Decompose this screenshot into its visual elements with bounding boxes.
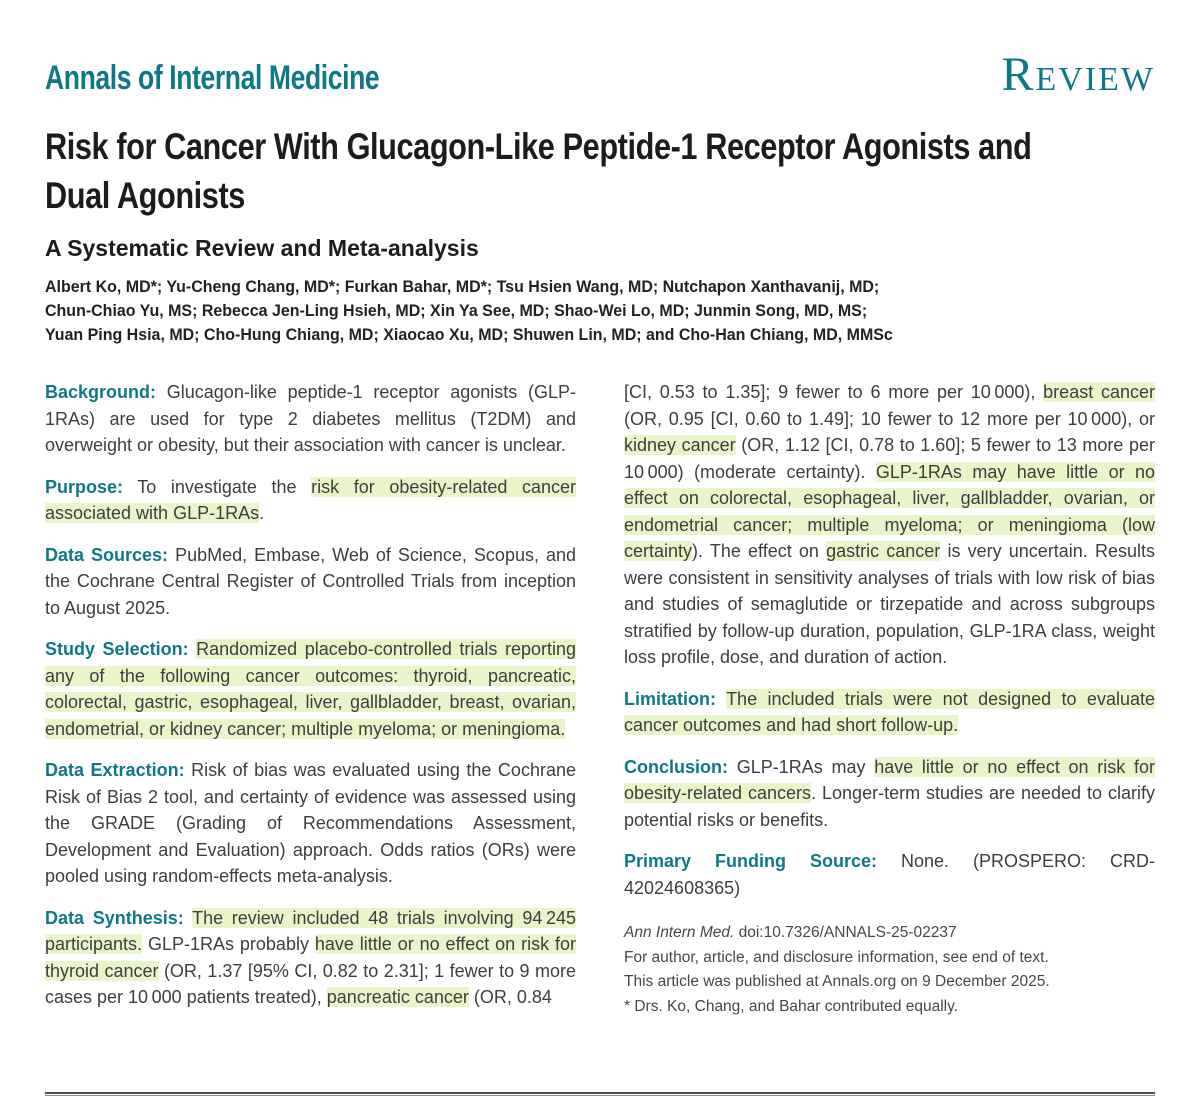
author-line: Albert Ko, MD*; Yu-Cheng Chang, MD*; Furkan Bahar, MD*; Tsu Hsien Wang, MD; Nutchapon Xanthavanij, MD;: [45, 277, 880, 296]
text-segment: [189, 639, 197, 659]
section-label: Background:: [45, 382, 157, 402]
abstract-section: [624, 379, 1155, 671]
article-metadata: [624, 921, 1155, 1019]
text-segment: .: [259, 503, 265, 523]
highlighted-text: have little or no effect on risk for obesity-related cancers: [624, 756, 1155, 803]
abstract-right-column: [624, 379, 1155, 1026]
article-title: [45, 122, 1155, 220]
text-segment: (OR, 1.37 [95% CI, 0.82 to 2.31]; 1 fewer to 9 more cases per 10 000 patients treated),: [45, 960, 576, 1007]
highlighted-text: gastric cancer: [826, 541, 941, 561]
abstract-section: [624, 848, 1155, 901]
author-list: [45, 275, 1155, 347]
abstract-left-column: [45, 379, 576, 1026]
abstract-section: [45, 542, 576, 622]
masthead: [45, 46, 1155, 102]
text-segment: [CI, 0.53 to 1.35]; 9 fewer to 6 more per 10 000),: [624, 382, 1044, 402]
section-label: Study Selection:: [45, 639, 189, 659]
author-line: Chun-Chiao Yu, MS; Rebecca Jen-Ling Hsieh, MD; Xin Ya See, MD; Shao-Wei Lo, MD; Junmin Song, MD, MS;: [45, 301, 868, 320]
abstract-columns: [45, 379, 1155, 1026]
article-type-banner: review: [1001, 48, 1155, 102]
highlighted-text: Randomized placebo-controlled trials reporting any of the following cancer outcomes: thyroid, pancreatic, colorectal, gastric, esophageal, liver, gallbladder, breast, ovarian, endometrial, or kidney cancer; multiple myeloma; or meningioma.: [45, 639, 576, 739]
text-segment: GLP-1RAs may: [728, 756, 875, 777]
text-segment: [716, 689, 726, 709]
abstract-section: [45, 757, 576, 890]
abstract-right-sections: [624, 379, 1155, 901]
abstract-section: [45, 379, 576, 459]
section-label: Conclusion:: [624, 756, 728, 777]
text-segment: . Longer-term studies are needed to clarify potential risks or benefits.: [624, 783, 1155, 830]
abstract-section: [45, 474, 576, 527]
journal-logo: Annals of Internal Medicine: [45, 59, 380, 97]
section-label: Limitation:: [624, 688, 716, 709]
text-segment: None. (PROSPERO: CRD-42024608365): [624, 851, 1155, 898]
author-line: Yuan Ping Hsia, MD; Cho-Hung Chiang, MD; Xiaocao Xu, MD; Shuwen Lin, MD; and Cho-Han Chiang, MD, MMSc: [45, 325, 893, 344]
text-segment: (OR, 0.84: [468, 987, 552, 1007]
section-label: Data Sources:: [45, 544, 169, 565]
text-segment: GLP-1RAs probably: [142, 934, 315, 954]
highlighted-text: kidney cancer: [624, 435, 736, 455]
text-segment: Glucagon-like peptide-1 receptor agonists (GLP-1RAs) are used for type 2 diabetes mellitus (T2DM) and overweight or obesity, but their association with cancer is unclear.: [45, 382, 576, 455]
text-segment: Risk of bias was evaluated using the Cochrane Risk of Bias 2 tool, and certainty of evidence was assessed using the GRADE (Grading of Recommendations Assessment, Development and Evaluation) approach. Odds ratios (ORs) were pooled using random-effects meta-analysis.: [45, 760, 576, 886]
abstract-section: [624, 754, 1155, 834]
highlighted-text: risk for obesity-related cancer associated with GLP-1RAs: [45, 476, 577, 523]
highlighted-text: GLP-1RAs may have little or no effect on colorectal, esophageal, liver, gallbladder, ovarian, or endometrial cancer; multiple myeloma; or meningioma (low certainty: [624, 461, 1155, 561]
highlighted-text: pancreatic cancer: [326, 987, 469, 1007]
journal-abbreviation: Ann Intern Med.: [624, 924, 735, 941]
text-segment: (OR, 1.12 [CI, 0.78 to 1.60]; 5 fewer to 13 more per 10 000) (moderate certainty).: [624, 435, 1155, 482]
section-label: Primary Funding Source:: [624, 851, 877, 871]
equal-contribution-note: * Drs. Ko, Chang, and Bahar contributed equally.: [624, 997, 959, 1015]
bottom-divider-rule: [45, 1092, 1155, 1096]
abstract-section: [45, 905, 576, 1011]
disclosure-note: For author, article, and disclosure information, see end of text.: [624, 948, 1049, 966]
highlighted-text: The included trials were not designed to evaluate cancer outcomes and had short follow-up.: [624, 688, 1155, 735]
doi-text: doi:10.7326/ANNALS-25-02237: [734, 924, 957, 941]
section-label: Data Synthesis:: [45, 907, 184, 928]
article-title-line1: Risk for Cancer With Glucagon-Like Peptide-1 Receptor Agonists and: [45, 126, 1032, 167]
text-segment: (OR, 0.95 [CI, 0.60 to 1.49]; 10 fewer to 12 more per 10 000), or: [624, 408, 1155, 429]
text-segment: PubMed, Embase, Web of Science, Scopus, and the Cochrane Central Register of Controlled Trials from inception to August 2025.: [45, 544, 577, 618]
highlighted-text: The review included 48 trials involving 94 245 participants.: [45, 907, 576, 954]
abstract-section: [45, 636, 576, 742]
publication-note: This article was published at Annals.org on 9 December 2025.: [624, 973, 1050, 990]
article-subtitle: A Systematic Review and Meta-analysis: [45, 235, 479, 261]
highlighted-text: have little or no effect on risk for thyroid cancer: [45, 934, 576, 981]
citation-line: [624, 921, 1155, 946]
section-label: Purpose:: [45, 476, 124, 497]
text-segment: is very uncertain. Results were consistent in sensitivity analyses of trials with low risk of bias and studies of semaglutide or tirzepatide and across subgroups stratified by follow-up duration, population, GLP-1RA class, weight loss profile, dose, and duration of action.: [624, 541, 1155, 667]
article-title-line2: Dual Agonists: [45, 175, 245, 216]
text-segment: To investigate the: [123, 476, 312, 497]
highlighted-text: breast cancer: [1043, 382, 1155, 402]
section-label: Data Extraction:: [45, 760, 185, 780]
text-segment: [184, 908, 192, 928]
abstract-section: [624, 686, 1155, 739]
text-segment: ). The effect on: [692, 541, 827, 561]
